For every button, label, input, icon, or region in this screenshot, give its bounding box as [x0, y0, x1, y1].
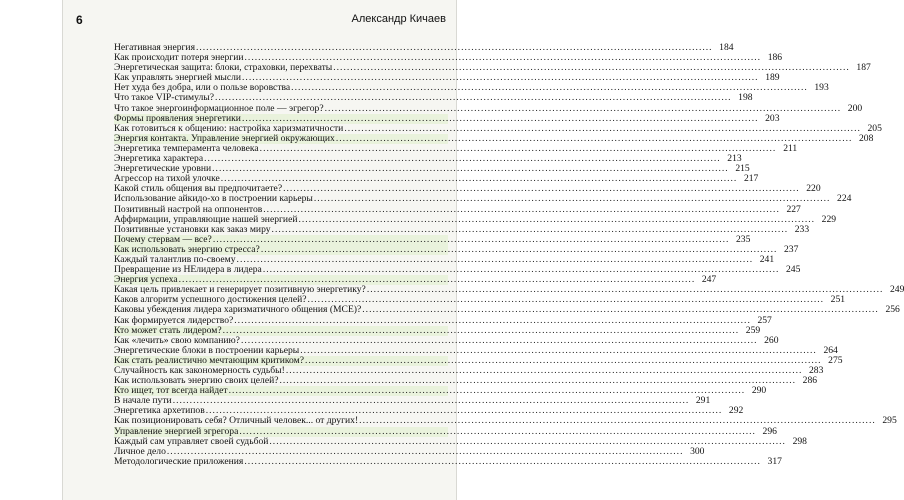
toc-entry-title: Энергетика темперамента человека	[114, 142, 259, 154]
toc-entry-page: 275	[828, 354, 843, 366]
toc-entry-page: 203	[765, 112, 780, 124]
toc-entry-title: Почему стервам — все?	[114, 233, 212, 245]
toc-entry-page: 211	[783, 142, 798, 154]
toc-entry-page: 257	[757, 314, 772, 326]
toc-entry-title: Кто ищет, тот всегда найдет	[114, 385, 228, 397]
toc-entry-page: 291	[695, 395, 711, 407]
toc-entry-title: Энергия контакта. Управление энергией окружающих	[114, 132, 335, 144]
toc-entry-title: Энергетические уровни	[114, 163, 212, 175]
toc-entry-page: 200	[847, 102, 863, 114]
page-header	[76, 13, 446, 29]
toc-entry-page: 205	[867, 122, 882, 134]
toc-entry-title: Агрессор на тихой улочке	[114, 173, 220, 185]
toc-entry-page: 233	[794, 223, 810, 235]
toc-entry-title: Позитивные установки как заказ миру	[114, 223, 271, 235]
toc-entry-title: Как происходит потеря энергии	[114, 52, 244, 64]
toc-entry-title: Как использовать энергию своих целей?	[114, 375, 279, 387]
toc-entry-page: 245	[785, 264, 801, 276]
toc-entry-title: Энергетика архетипов	[114, 405, 205, 417]
toc-entry-page: 290	[751, 385, 767, 397]
toc-entry-page: 184	[719, 42, 734, 53]
toc-entry-title: Аффирмации, управляющие нашей энергией	[114, 213, 298, 225]
toc-entry-title: Как позиционировать себя? Отличный человек... от других!	[114, 415, 359, 427]
toc-entry-page: 295	[882, 415, 897, 427]
toc-entry-page: 186	[767, 52, 783, 64]
toc-entry-title: Каков алгоритм успешного достижения целей?	[114, 294, 307, 306]
toc-entry-title: Случайность как закономерность судьбы!	[114, 365, 285, 376]
toc-entry-page: 235	[736, 233, 751, 245]
toc-entry-page: 189	[765, 72, 780, 84]
toc-entry-page: 249	[889, 284, 904, 296]
toc-entry-title: Как стать реалистично мечтающим критиком?	[114, 354, 304, 366]
toc-entry-page: 220	[806, 183, 821, 195]
toc-entry-page: 296	[762, 425, 777, 437]
toc-entry-page: 213	[727, 153, 742, 165]
toc-entry-page: 259	[745, 324, 761, 336]
toc-entry-page: 215	[735, 163, 750, 175]
toc-entry-title: Энергетическая защита: блоки, страховки, перехваты	[114, 62, 333, 74]
toc-leader-dots	[314, 194, 831, 204]
toc-entry-title: Как «лечить» свою компанию?	[114, 334, 240, 346]
toc-entry-title: Каждый сам управляет своей судьбой	[114, 435, 269, 447]
toc-entry-title: Что такое энергоинформационное поле — эгрегор?	[114, 102, 324, 114]
toc-entry-title: Управление энергией эгрегора	[114, 425, 239, 437]
toc-entry-page: 241	[759, 253, 775, 265]
toc-entry-title: В начале пути	[114, 395, 172, 407]
toc-entry-title: Формы проявления энергетики	[114, 112, 241, 124]
toc-entry-page: 227	[786, 203, 801, 215]
toc-entry-title: Энергия успеха	[114, 274, 178, 286]
toc-entry-page: 229	[821, 213, 837, 225]
toc-entry-page: 247	[701, 274, 717, 286]
toc-entry-title: Как готовиться к общению: настройка харизматичности	[114, 122, 344, 134]
toc-entry-page: 208	[859, 132, 874, 144]
toc-entry-title: Как использовать энергию стресса?	[114, 243, 260, 255]
toc-entry-page: 256	[885, 304, 900, 316]
toc-entry-title: Негативная энергия	[114, 42, 195, 53]
toc-entry-page: 292	[728, 405, 744, 417]
toc-leader-dots	[244, 457, 761, 467]
author-name: Александр Кичаев	[351, 13, 446, 25]
toc-entry-page: 283	[809, 365, 824, 376]
toc-entry-page: 298	[792, 435, 807, 447]
toc-entry-title: Превращение из НЕлидера в лидера	[114, 264, 262, 276]
toc-entry-title: Что такое VIP-стимулы?	[114, 92, 214, 104]
toc-entry-title: Энергетические блоки в построении карьеры	[114, 344, 300, 356]
toc-entry-title: Методологические приложения	[114, 455, 244, 467]
table-of-contents	[114, 42, 904, 467]
toc-entry-page: 187	[856, 62, 871, 74]
toc-entry-page: 198	[738, 92, 753, 104]
toc-entry-title: Кто может стать лидером?	[114, 324, 222, 336]
toc-entry-title: Каждый талантлив по-своему	[114, 253, 236, 265]
toc-entry-title: Позитивный настрой на оппонентов	[114, 203, 263, 215]
toc-entry-title: Какой стиль общения вы предпочитаете?	[114, 183, 283, 195]
toc-entry-page: 260	[764, 334, 779, 346]
toc-entry-page: 193	[814, 82, 829, 94]
toc-entry-page: 264	[823, 344, 838, 356]
toc-entry-page: 217	[743, 173, 759, 185]
toc-entry-title: Использование айкидо-хо в построении карьеры	[114, 193, 313, 205]
toc-entry-page: 286	[802, 375, 818, 387]
toc-entry-title: Личное дело	[114, 445, 166, 457]
toc-entry-title: Нет худа без добра, или о пользе воровства	[114, 82, 291, 94]
toc-entry-page: 237	[784, 243, 799, 255]
toc-entry	[114, 455, 782, 467]
toc-entry-title: Как формируется лидерство?	[114, 314, 234, 326]
toc-entry-page: 251	[830, 294, 846, 306]
toc-entry	[114, 193, 852, 205]
toc-entry-title: Как управлять энергией мысли	[114, 72, 242, 84]
toc-entry-page: 317	[767, 455, 782, 467]
page-number: 6	[76, 13, 83, 27]
toc-entry-page: 300	[690, 445, 705, 457]
toc-entry-page: 224	[837, 193, 852, 205]
toc-entry-title: Какая цель привлекает и генерирует позитивную энергетику?	[114, 284, 366, 296]
toc-entry-title: Каковы убеждения лидера харизматичного общения (МСЕ)?	[114, 304, 362, 316]
toc-entry-title: Энергетика характера	[114, 153, 204, 165]
